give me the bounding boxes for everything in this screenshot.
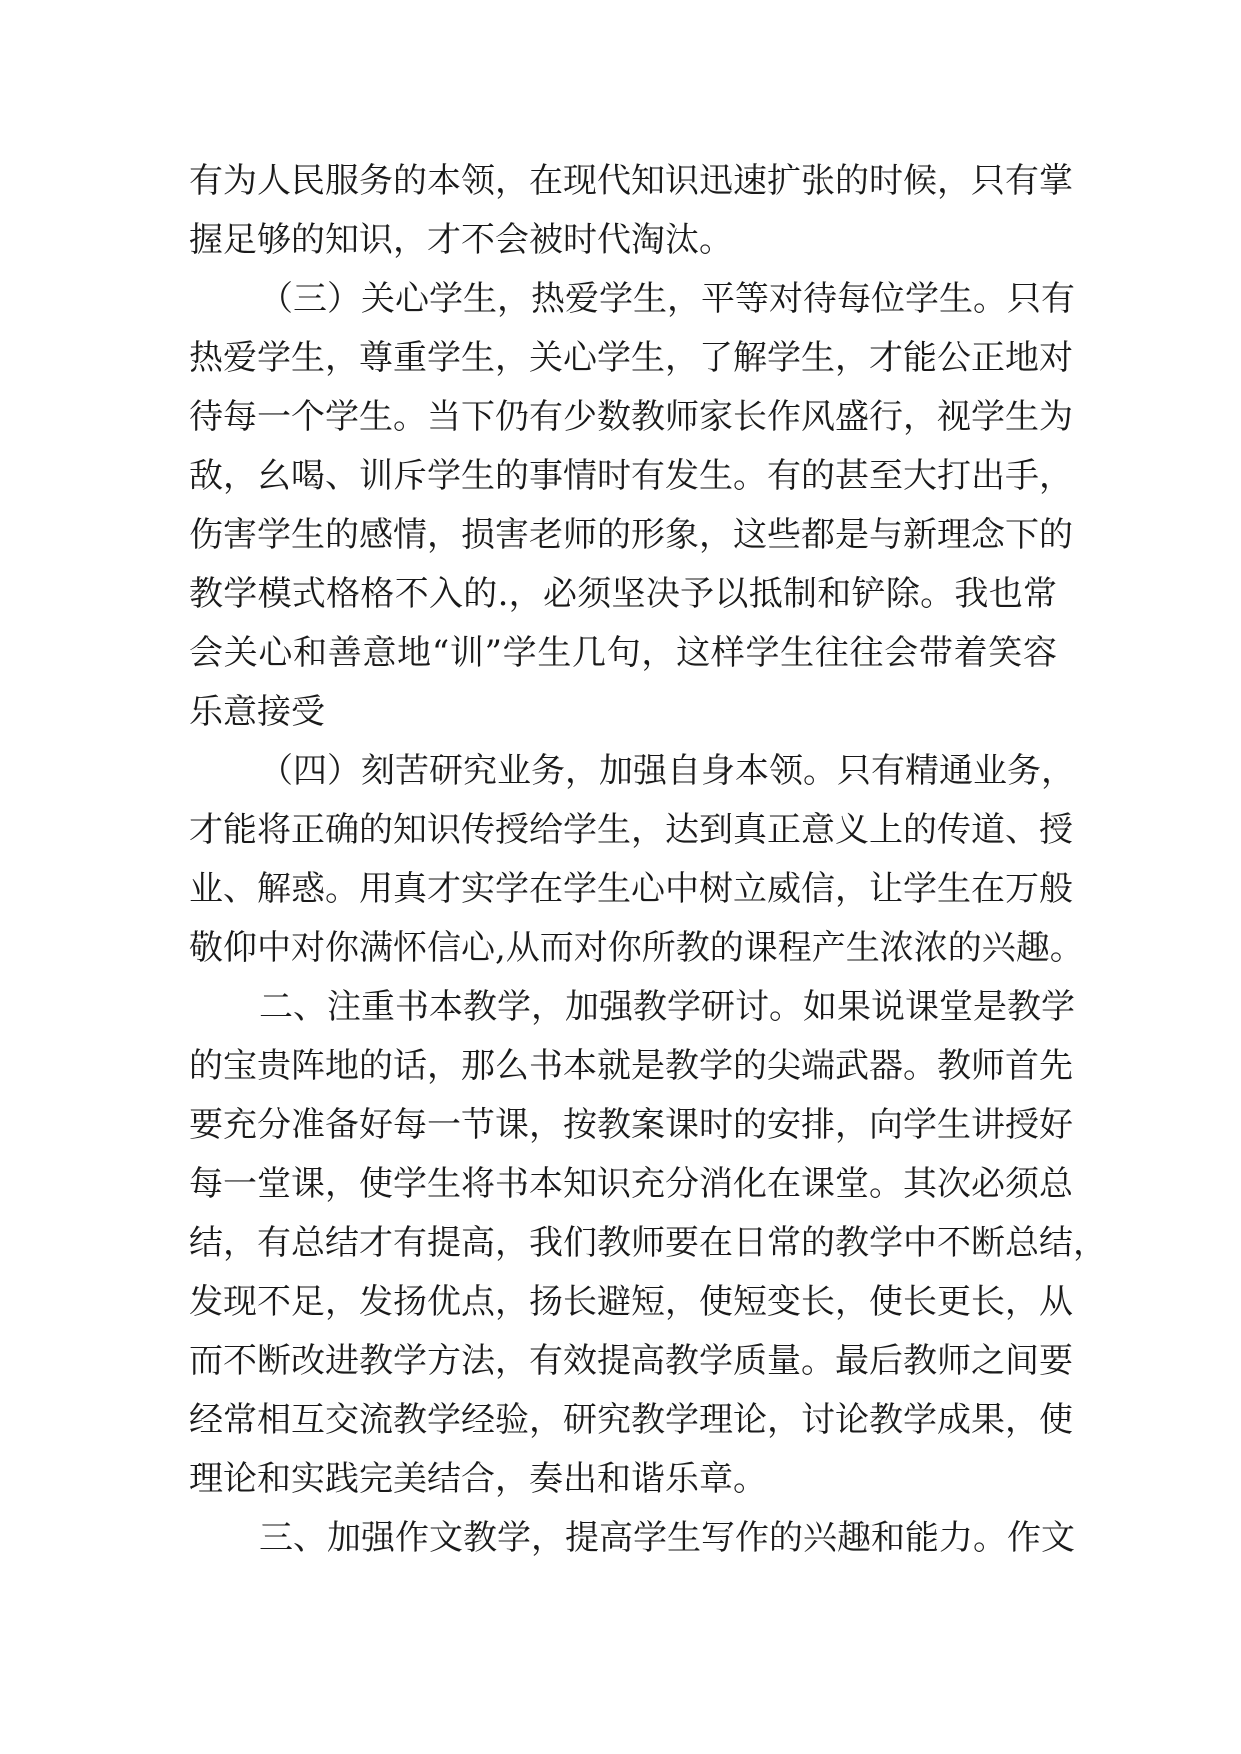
text-line: 握足够的知识，才不会被时代淘汰。: [189, 220, 733, 260]
paragraph-1: [189, 152, 1073, 270]
text-line: 业、解惑。用真才实学在学生心中树立威信，让学生在万般: [189, 869, 1073, 909]
text-line: 热爱学生，尊重学生，关心学生，了解学生，才能公正地对: [189, 338, 1073, 378]
text-line: 会关心和善意地“训”学生几句，这样学生往往会带着笑容: [189, 633, 1057, 673]
text-line: 而不断改进教学方法，有效提高教学质量。最后教师之间要: [189, 1341, 1073, 1381]
paragraph-3: [189, 742, 1084, 978]
text-line: （三）关心学生，热爱学生，平等对待每位学生。只有: [259, 279, 1075, 319]
text-line: 有为人民服务的本领，在现代知识迅速扩张的时候，只有掌: [189, 161, 1073, 201]
text-line: 二、注重书本教学，加强教学研讨。如果说课堂是教学: [259, 987, 1075, 1027]
text-line: 经常相互交流教学经验，研究教学理论，讨论教学成果，使: [189, 1400, 1073, 1440]
text-line: 发现不足，发扬优点，扬长避短，使短变长，使长更长，从: [189, 1282, 1073, 1322]
text-line: 才能将正确的知识传授给学生，达到真正意义上的传道、授: [189, 810, 1073, 850]
text-line: 每一堂课，使学生将书本知识充分消化在课堂。其次必须总: [189, 1164, 1073, 1204]
text-line: 敬仰中对你满怀信心,从而对你所教的课程产生浓浓的兴趣。: [189, 928, 1084, 968]
text-line: 结，有总结才有提高，我们教师要在日常的教学中不断总结，: [189, 1223, 1107, 1263]
text-line: 理论和实践完美结合，奏出和谐乐章。: [189, 1459, 767, 1499]
text-line: 的宝贵阵地的话，那么书本就是教学的尖端武器。教师首先: [189, 1046, 1073, 1086]
text-line: 三、加强作文教学，提高学生写作的兴趣和能力。作文: [259, 1518, 1075, 1558]
text-line: 乐意接受: [189, 692, 325, 732]
text-line: 教学模式格格不入的.，必须坚决予以抵制和铲除。我也常: [189, 574, 1057, 614]
text-line: 待每一个学生。当下仍有少数教师家长作风盛行，视学生为: [189, 397, 1073, 437]
paragraph-4: [189, 978, 1107, 1509]
text-line: 要充分准备好每一节课，按教案课时的安排，向学生讲授好: [189, 1105, 1073, 1145]
paragraph-5: [189, 1509, 1075, 1568]
text-line: 敌，幺喝、训斥学生的事情时有发生。有的甚至大打出手，: [189, 456, 1073, 496]
document-body: [189, 152, 1107, 1568]
paragraph-2: [189, 270, 1075, 742]
text-line: 伤害学生的感情，损害老师的形象，这些都是与新理念下的: [189, 515, 1073, 555]
text-line: （四）刻苦研究业务，加强自身本领。只有精通业务，: [259, 751, 1075, 791]
